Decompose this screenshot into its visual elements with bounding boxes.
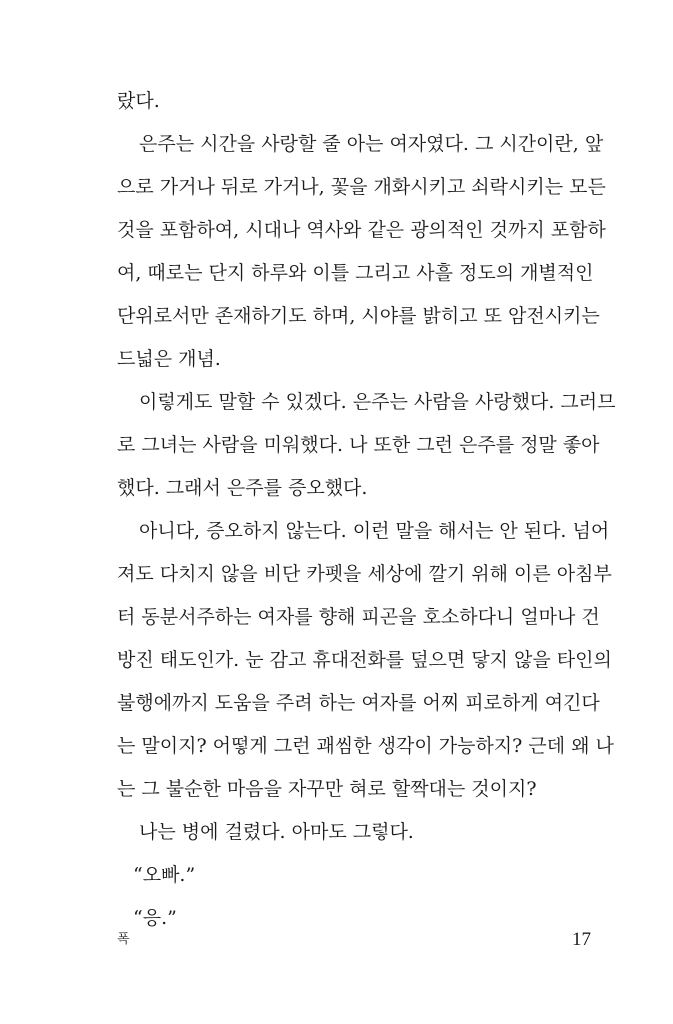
text-line: 단위로서만 존재하기도 하며, 시야를 밝히고 또 암전시키는 [117, 305, 600, 327]
text-line: 아니다, 증오하지 않는다. 이런 말을 해서는 안 된다. 넘어 [139, 520, 610, 542]
text-line: 불행에까지 도움을 주려 하는 여자를 어찌 피로하게 여긴다 [117, 692, 600, 714]
text-line: 터 동분서주하는 여자를 향해 피곤을 호소하다니 얼마나 건 [117, 606, 600, 628]
running-title: 폭 [117, 932, 130, 947]
text-line: 은주는 시간을 사랑할 줄 아는 여자였다. 그 시간이란, 앞 [139, 133, 604, 155]
text-line: 는 그 불순한 마음을 자꾸만 혀로 할짝대는 것이지? [117, 778, 537, 800]
text-line: 것을 포함하여, 시대나 역사와 같은 광의적인 것까지 포함하 [117, 219, 606, 241]
text-line: 했다. 그래서 은주를 증오했다. [117, 477, 368, 499]
text-line: 져도 다치지 않을 비단 카펫을 세상에 깔기 위해 이른 아침부 [117, 563, 612, 585]
text-line: 나는 병에 걸렸다. 아마도 그렇다. [139, 821, 414, 843]
text-line: 는 말이지? 어떻게 그런 괘씸한 생각이 가능하지? 근데 왜 나 [117, 735, 614, 757]
dialogue-line: “오빠.” [133, 864, 196, 886]
text-line: 으로 가거나 뒤로 가거나, 꽃을 개화시키고 쇠락시키는 모든 [117, 176, 606, 198]
text-line: 이렇게도 말할 수 있겠다. 은주는 사람을 사랑했다. 그러므 [139, 391, 616, 413]
text-line: 방진 태도인가. 눈 감고 휴대전화를 덮으면 닿지 않을 타인의 [117, 649, 612, 671]
dialogue-line: “응.” [133, 907, 177, 929]
text-line: 드넓은 개념. [117, 348, 221, 370]
text-line: 로 그녀는 사람을 미워했다. 나 또한 그런 은주를 정말 좋아 [117, 434, 600, 456]
page-number: 17 [572, 929, 591, 950]
text-line: 랐다. [117, 90, 160, 112]
text-line: 여, 때로는 단지 하루와 이틀 그리고 사흘 정도의 개별적인 [117, 262, 594, 284]
